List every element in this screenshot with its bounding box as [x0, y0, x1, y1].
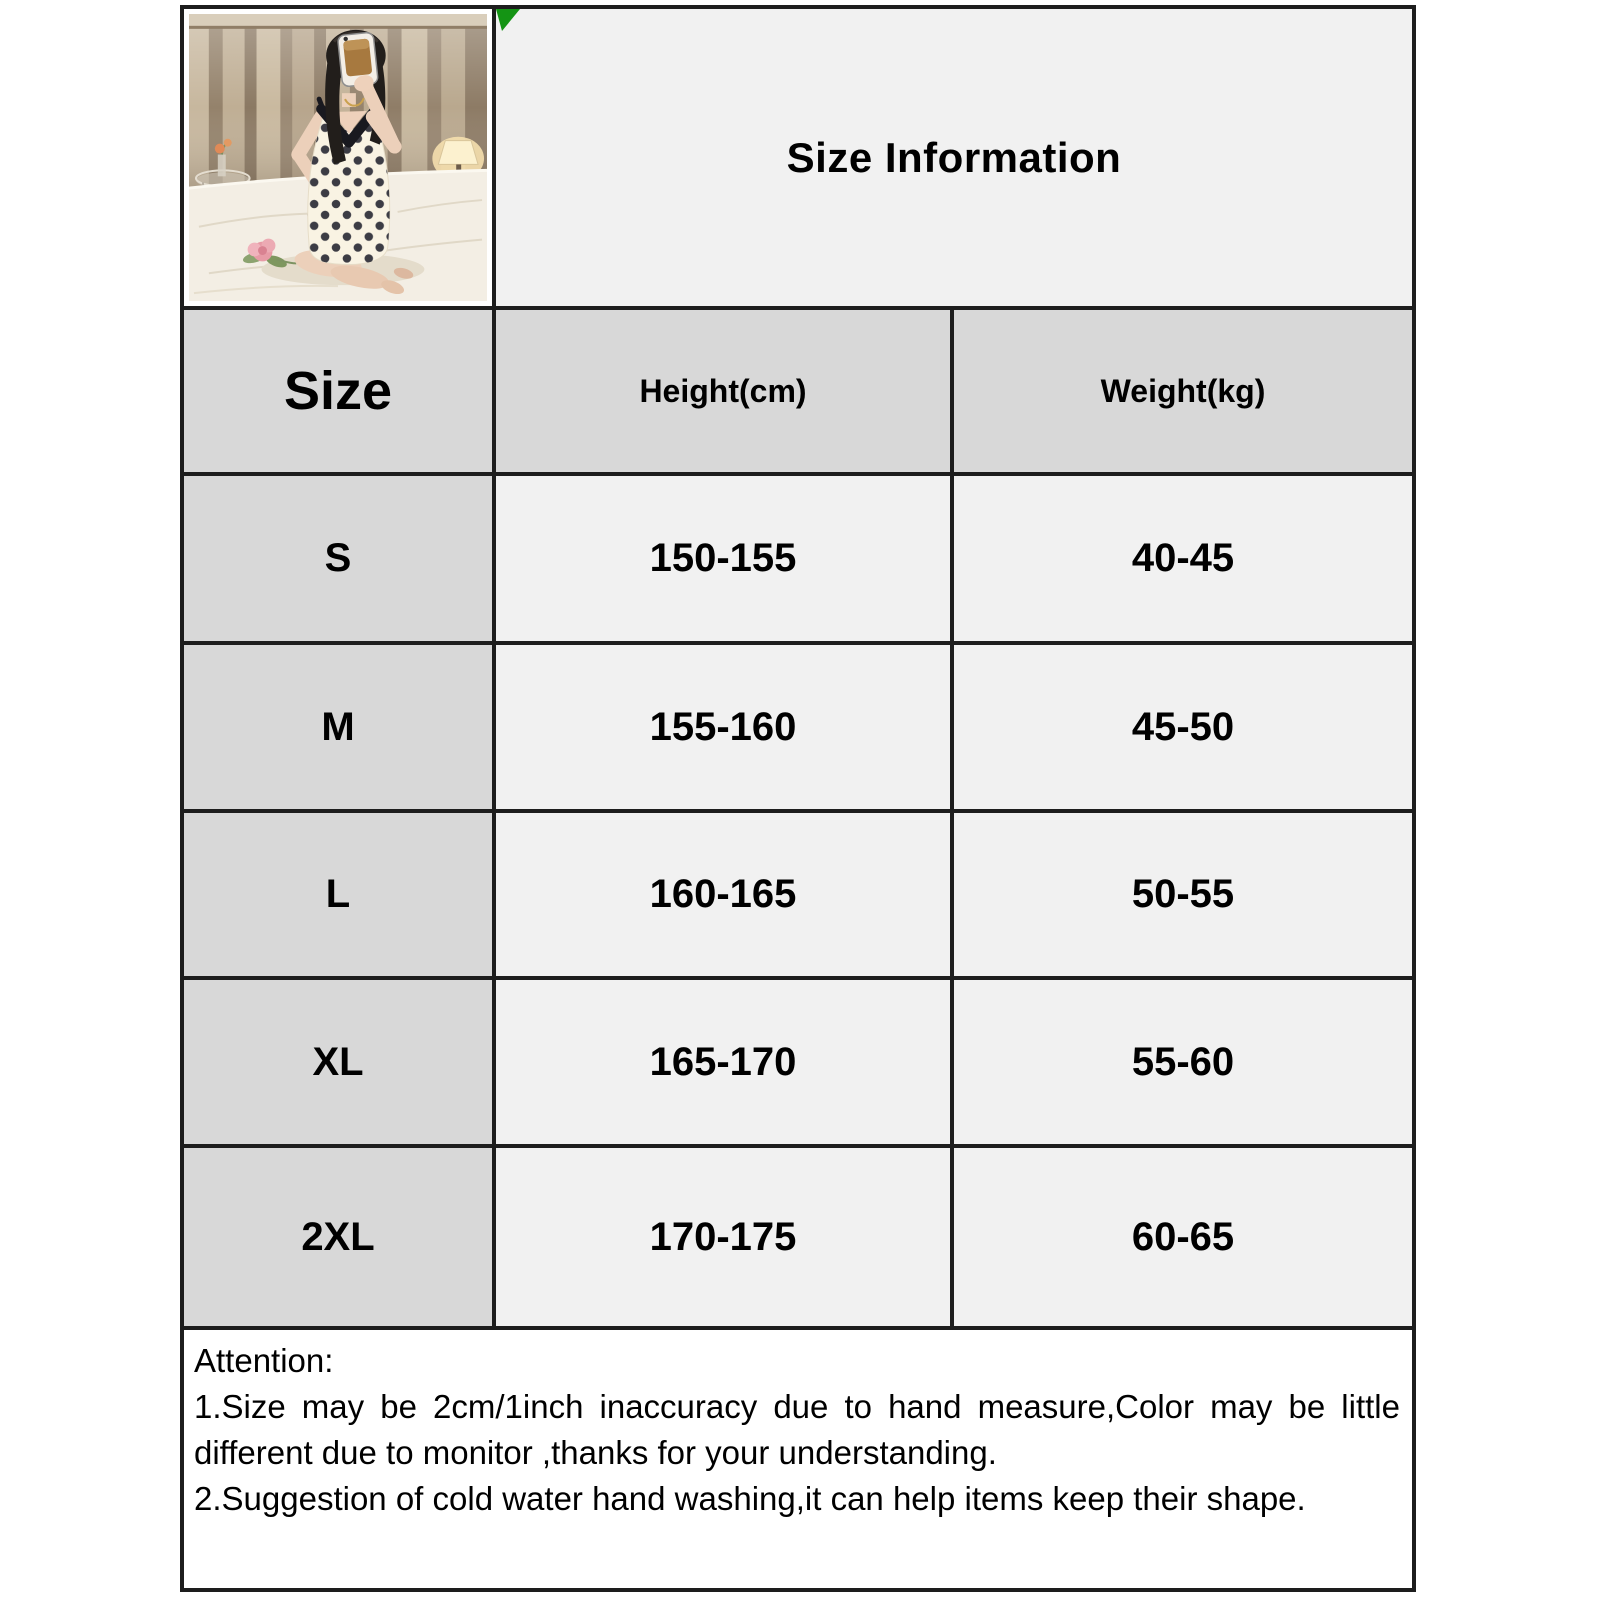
column-header-weight: Weight(kg) — [954, 310, 1412, 476]
size-table — [184, 9, 1412, 1330]
weight-cell: 50-55 — [954, 813, 1412, 980]
size-cell: 2XL — [184, 1148, 496, 1330]
weight-cell: 40-45 — [954, 476, 1412, 645]
attention-note-1: 1.Size may be 2cm/1inch inaccuracy due to hand measure,Color may be little different due to monitor ,thanks for your understanding. — [194, 1388, 1400, 1471]
attention-note-2: 2.Suggestion of cold water hand washing,it can help items keep their shape. — [194, 1480, 1306, 1517]
height-cell: 155-160 — [496, 645, 954, 813]
weight-cell: 45-50 — [954, 645, 1412, 813]
weight-cell: 55-60 — [954, 980, 1412, 1148]
column-header-height: Height(cm) — [496, 310, 954, 476]
size-cell: S — [184, 476, 496, 645]
size-information-title-cell — [496, 9, 1412, 310]
attention-heading: Attention: — [194, 1342, 334, 1379]
product-photo — [184, 9, 496, 310]
product-photo-illustration — [189, 14, 487, 301]
size-cell: M — [184, 645, 496, 813]
size-chart-card — [180, 5, 1416, 1592]
page-title: Size Information — [786, 133, 1122, 181]
attention-section — [184, 1330, 1412, 1588]
size-cell: XL — [184, 980, 496, 1148]
height-cell: 160-165 — [496, 813, 954, 980]
weight-cell: 60-65 — [954, 1148, 1412, 1330]
height-cell: 170-175 — [496, 1148, 954, 1330]
height-cell: 150-155 — [496, 476, 954, 645]
column-header-size: Size — [184, 310, 496, 476]
height-cell: 165-170 — [496, 980, 954, 1148]
size-cell: L — [184, 813, 496, 980]
